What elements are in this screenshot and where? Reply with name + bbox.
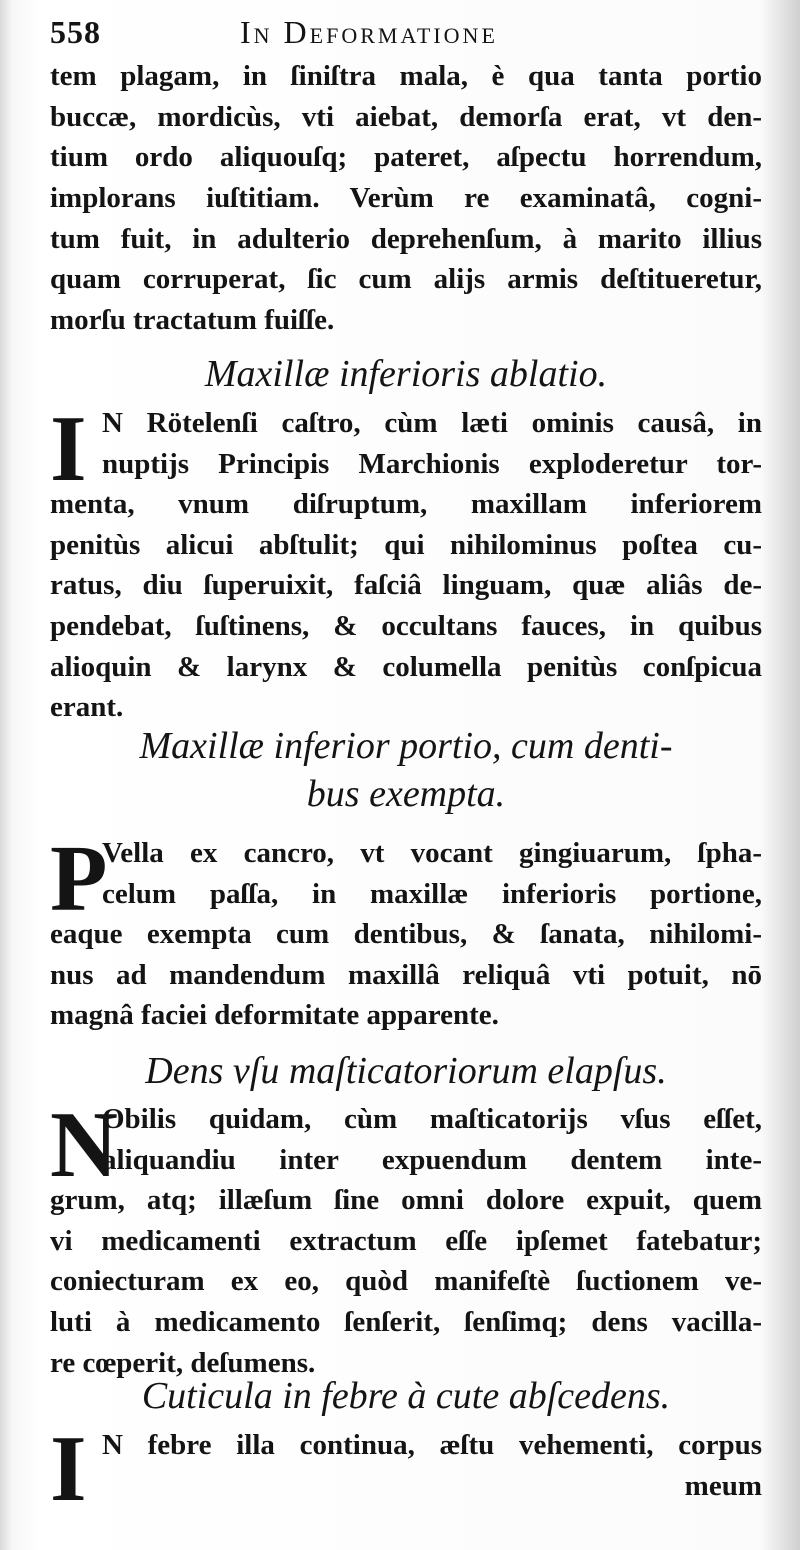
- paragraph-section1: [50, 484, 762, 728]
- running-head: In Deformatione: [240, 14, 498, 50]
- text-line: aliquandiu inter expuendum dentem inte-: [102, 1143, 762, 1176]
- paragraph-section3-indented: [50, 1099, 762, 1180]
- text-line: Vella ex cancro, vt vocant gingiuarum, ſpha-: [102, 837, 762, 869]
- section-heading: Cuticula in febre à cute abſcedens.: [141, 1375, 671, 1417]
- text-line: penitùs alicui abſtulit; qui nihilominus poſtea cu-: [50, 528, 762, 561]
- section-heading: Dens vſu maſticatoriorum elapſus.: [145, 1050, 667, 1092]
- text-line: coniecturam ex eo, quòd manifeſtè ſuctionem ve-: [50, 1265, 762, 1298]
- drop-cap: I: [50, 1417, 87, 1521]
- catchword: meum: [684, 1469, 762, 1502]
- page-header: [50, 8, 750, 56]
- drop-cap: I: [50, 397, 87, 501]
- text-line: pendebat, ſuſtinens, & occultans fauces, in quibus: [50, 610, 762, 643]
- section-heading: [50, 722, 762, 818]
- text-line: eaque exempta cum dentibus, & ſanata, nihilomi-: [50, 918, 762, 950]
- text-line: N Rötelenſi caſtro, cùm læti ominis causâ, in: [102, 407, 762, 439]
- drop-cap: P: [50, 827, 108, 931]
- text-line: magnâ faciei deformitate apparente.: [50, 999, 499, 1032]
- section-heading-line: bus exempta.: [306, 773, 506, 815]
- text-line: implorans iuſtitiam. Verùm re examinatâ, cogni-: [50, 182, 762, 215]
- paragraph-continuation: [50, 56, 762, 341]
- text-line: tem plagam, in ſiniſtra mala, è qua tanta portio: [50, 60, 762, 92]
- paragraph-section2: [50, 914, 762, 1036]
- text-line: celum paſſa, in maxillæ inferioris portione,: [102, 877, 762, 910]
- paragraph-section3: [50, 1180, 762, 1383]
- text-line: tum fuit, in adulterio deprehenſum, à marito illius: [50, 222, 762, 255]
- text-line: menta, vnum diſruptum, maxillam inferiorem: [50, 488, 762, 520]
- text-line: Obilis quidam, cùm maſticatorijs vſus eſſet,: [102, 1103, 762, 1135]
- text-line: buccæ, mordicùs, vti aiebat, demorſa erat, vt den-: [50, 100, 762, 133]
- text-line: vi medicamenti extractum eſſe ipſemet fatebatur;: [50, 1224, 762, 1257]
- section-heading: Maxillæ inferioris ablatio.: [204, 353, 608, 395]
- text-line: tium ordo aliquouſq; pateret, aſpectu horrendum,: [50, 141, 762, 174]
- text-line: morſu tractatum fuiſſe.: [50, 304, 335, 337]
- text-line: erant.: [50, 691, 124, 724]
- text-line: N febre illa continua, æſtu vehementi, corpus: [102, 1429, 762, 1461]
- paragraph-section4-indented: [50, 1425, 762, 1506]
- text-line: nuptijs Principis Marchionis exploderetur tor-: [102, 447, 762, 480]
- text-line: nus ad mandendum maxillâ reliquâ vti potuit, nō: [50, 958, 762, 991]
- section-heading-line: Maxillæ inferior portio, cum denti-: [139, 725, 673, 767]
- paragraph-section2-indented: [50, 833, 762, 914]
- page-number: 558: [50, 14, 101, 50]
- drop-cap: N: [50, 1093, 118, 1197]
- text-line: grum, atq; illæſum ſine omni dolore expuit, quem: [50, 1184, 762, 1216]
- text-line: alioquin & larynx & columella penitùs conſpicua: [50, 650, 762, 683]
- paragraph-section1-indented: [50, 403, 762, 484]
- text-line: luti à medicamento ſenſerit, ſenſimq; dens vacilla-: [50, 1306, 762, 1339]
- text-line: ratus, diu ſuperuixit, faſciâ linguam, quæ aliâs de-: [50, 569, 762, 602]
- text-line: re cœperit, deſumens.: [50, 1346, 316, 1379]
- text-line: quam corruperat, ſic cum alijs armis deſtitueretur,: [50, 263, 762, 296]
